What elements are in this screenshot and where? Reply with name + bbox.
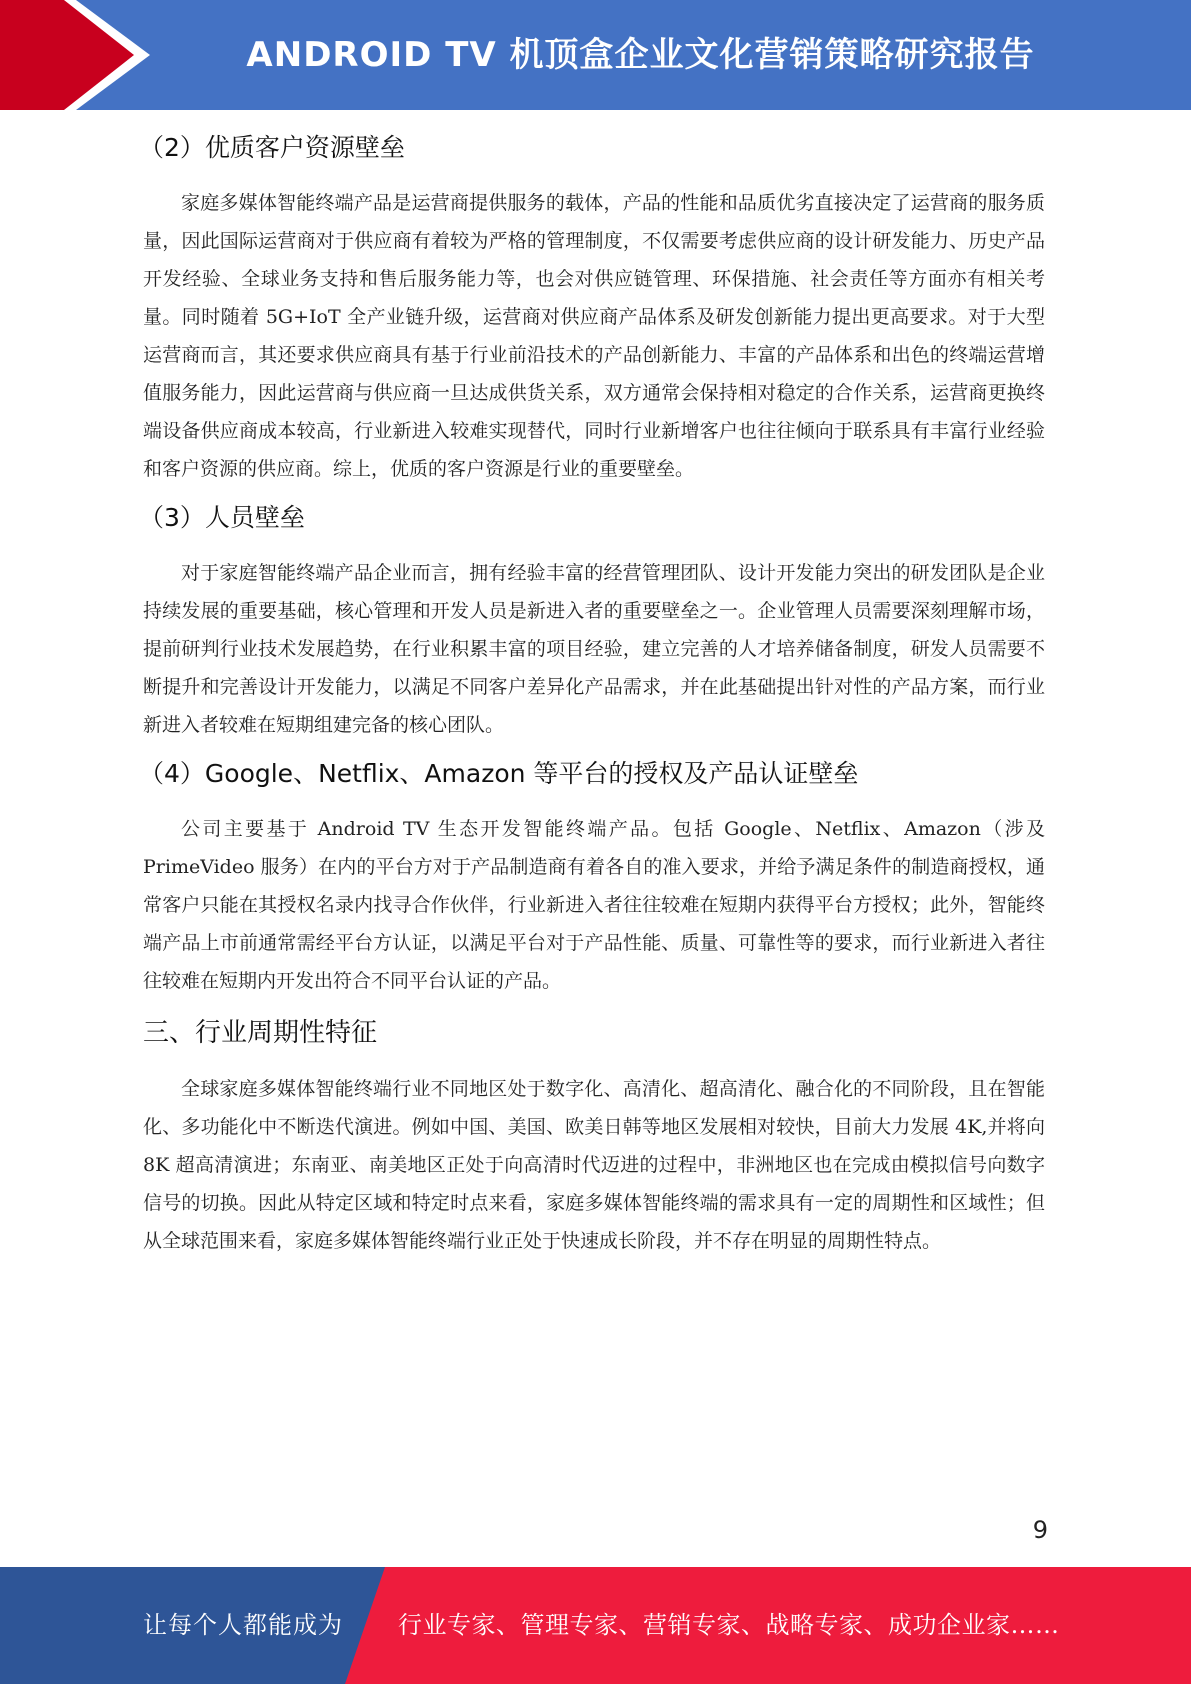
section-platform-barrier [139,756,1045,1000]
main-content [139,118,1045,1270]
footer-banner [0,1567,1191,1684]
section-paragraph: 对于家庭智能终端产品企业而言，拥有经验丰富的经营管理团队、设计开发能力突出的研发团队是企业持续发展的重要基础，核心管理和开发人员是新进入者的重要壁垒之一。企业管理人员需要深刻理解市场，提前研判行业技术发展趋势，在行业积累丰富的项目经验，建立完善的人才培养储备制度，研发人员需要不断提升和完善设计开发能力，以满足不同客户差异化产品需求，并在此基础提出针对性的产品方案，而行业新进入者较难在短期组建完备的核心团队。 [143,562,1045,736]
footer-slogan-right: 行业专家、管理专家、营销专家、战略专家、成功企业家…… [398,1611,1060,1639]
header-banner [0,0,1191,110]
section-heading: （3）人员壁垒 [139,503,305,532]
chapter-paragraph: 全球家庭多媒体智能终端行业不同地区处于数字化、高清化、超高清化、融合化的不同阶段，且在智能化、多功能化中不断迭代演进。例如中国、美国、欧美日韩等地区发展相对较快，目前大力发展 4K,并将向 8K 超高清演进；东南亚、南美地区正处于向高清时代迈进的过程中，非洲地区也在完成由模拟信号向数字信号的切换。因此从特定区域和特定时点来看，家庭多媒体智能终端的需求具有一定的周期性和区域性；但从全球范围来看，家庭多媒体智能终端行业正处于快速成长阶段，并不存在明显的周期性特点。 [143,1078,1045,1252]
chapter-heading: 三、行业周期性特征 [143,1018,378,1048]
section-paragraph: 家庭多媒体智能终端产品是运营商提供服务的载体，产品的性能和品质优劣直接决定了运营商的服务质量，因此国际运营商对于供应商有着较为严格的管理制度，不仅需要考虑供应商的设计研发能力、历史产品开发经验、全球业务支持和售后服务能力等，也会对供应链管理、环保措施、社会责任等方面亦有相关考量。同时随着 5G+IoT 全产业链升级，运营商对供应商产品体系及研发创新能力提出更高要求。对于大型运营商而言，其还要求供应商具有基于行业前沿技术的产品创新能力、丰富的产品体系和出色的终端运营增值服务能力，因此运营商与供应商一旦达成供货关系，双方通常会保持相对稳定的合作关系，运营商更换终端设备供应商成本较高，行业新进入较难实现替代，同时行业新增客户也往往倾向于联系具有丰富行业经验和客户资源的供应商。综上，优质的客户资源是行业的重要壁垒。 [143,192,1045,480]
footer-slogan-left: 让每个人都能成为 [143,1611,343,1639]
section-personnel-barrier [139,500,1045,744]
page-number: 9 [1032,1516,1048,1544]
section-paragraph: 公司主要基于 Android TV 生态开发智能终端产品。包括 Google、Netflix、Amazon（涉及 PrimeVideo 服务）在内的平台方对于产品制造商有着各自的准入要求，并给予满足条件的制造商授权，通常客户只能在其授权名录内找寻合作伙伴，行业新进入者往往较难在短期内获得平台方授权；此外，智能终端产品上市前通常需经平台方认证，以满足平台对于产品性能、质量、可靠性等的要求，而行业新进入者往往较难在短期内开发出符合不同平台认证的产品。 [143,818,1045,992]
section-heading: （2）优质客户资源壁垒 [139,133,405,162]
report-title: ANDROID TV 机顶盒企业文化营销策略研究报告 [246,35,1035,75]
section-heading: （4）Google、Netflix、Amazon 等平台的授权及产品认证壁垒 [139,759,859,788]
section-customer-barrier [139,130,1045,488]
chapter-cyclicality [143,1014,1045,1260]
